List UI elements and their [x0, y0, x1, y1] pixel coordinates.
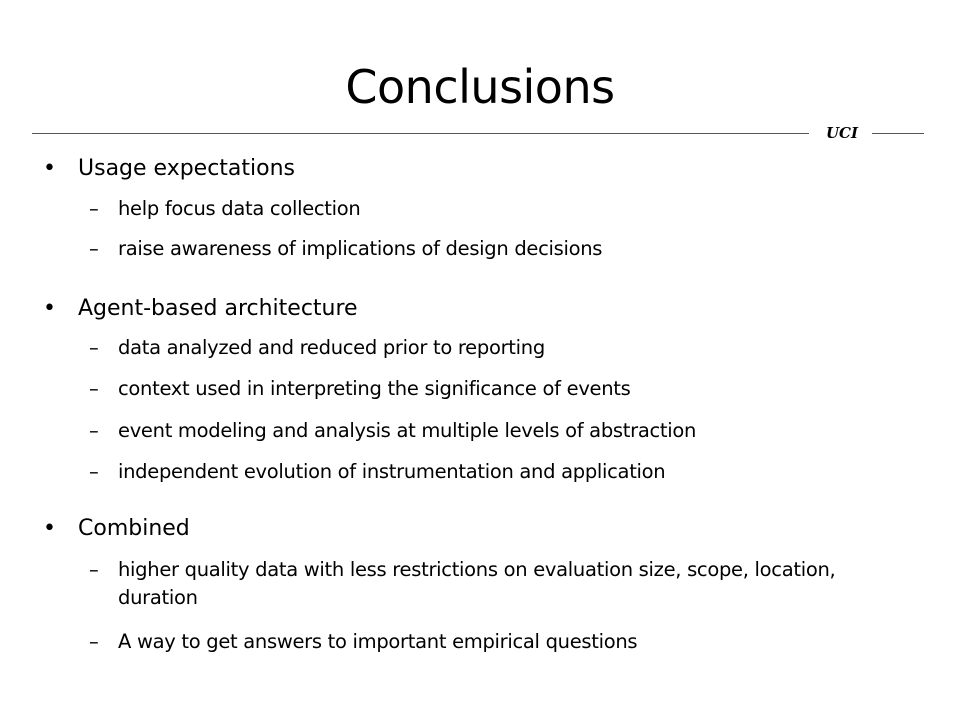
- dash-icon: –: [89, 460, 99, 483]
- dash-icon: –: [89, 419, 99, 442]
- list-item: A way to get answers to important empirical questions: [118, 630, 638, 653]
- dash-icon: –: [89, 377, 99, 400]
- bullet-icon: •: [43, 156, 56, 181]
- bullet-icon: •: [43, 296, 56, 321]
- list-item: event modeling and analysis at multiple levels of abstraction: [118, 419, 697, 442]
- list-item: data analyzed and reduced prior to reporting: [118, 336, 545, 359]
- header-divider-right: [872, 133, 924, 134]
- list-item: raise awareness of implications of design decisions: [118, 237, 603, 260]
- dash-icon: –: [89, 336, 99, 359]
- section-heading: Combined: [78, 516, 190, 541]
- list-item: higher quality data with less restrictions on evaluation size, scope, location, duration: [118, 558, 836, 609]
- slide-title: Conclusions: [345, 60, 615, 114]
- list-item: context used in interpreting the significance of events: [118, 377, 631, 400]
- list-item: help focus data collection: [118, 197, 361, 220]
- brand-label: UCI: [825, 124, 859, 142]
- list-item: independent evolution of instrumentation and application: [118, 460, 666, 483]
- dash-icon: –: [89, 197, 99, 220]
- section-heading: Agent-based architecture: [78, 296, 358, 321]
- header-divider-left: [32, 133, 809, 134]
- dash-icon: –: [89, 558, 99, 581]
- dash-icon: –: [89, 237, 99, 260]
- section-heading: Usage expectations: [78, 156, 296, 181]
- dash-icon: –: [89, 630, 99, 653]
- bullet-icon: •: [43, 516, 56, 541]
